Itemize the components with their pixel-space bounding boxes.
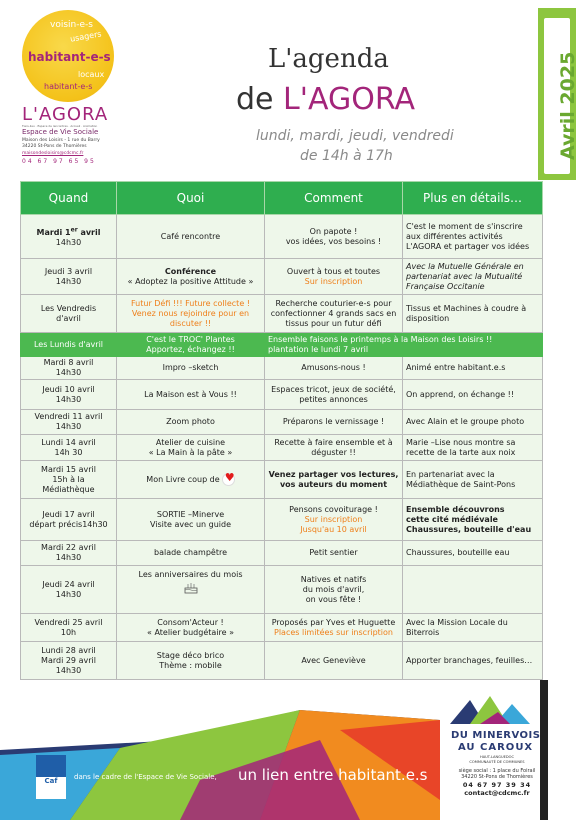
cell-when: Les Lundis d'avril [21,333,117,357]
cell-what: Impro –sketch [117,357,265,380]
birthday-cake-icon [184,582,198,594]
logo-word: habitant-e-s [28,50,111,64]
cdc-subtitle: HAUT-LANGUEDOC COMMUNAUTÉ DE COMMUNES [469,755,525,764]
cell-when: Jeudi 3 avril 14h30 [21,259,117,295]
how-orange: Sur inscription [304,276,363,286]
cell-details: Marie –Lise nous montre sa recette de la tarte aux noix [403,435,543,461]
agora-logo-tagline: Tiers-lieu · Espace de rencontres · Accueil · Animation [22,124,98,128]
table-row-highlight [21,333,543,357]
header-what: Quoi [117,182,265,215]
what-text: « Adoptez la positive Attitude » [127,276,254,286]
what-text: Les anniversaires du mois [138,570,243,579]
footer-small-text: dans le cadre de l'Espace de Vie Sociale, [74,773,217,781]
cell-how [265,259,403,295]
cell-how [265,614,403,642]
what-bold: Conférence [164,266,217,276]
cell-how: Espaces tricot, jeux de société, petites annonces [265,380,403,410]
table-row [21,435,543,461]
cell-how: Recette à faire ensemble et à déguster !! [265,435,403,461]
cell-details: En partenariat avec la Médiathèque de Saint-Pons [403,461,543,499]
heart-icon [222,473,235,486]
cell-how: Préparons le vernissage ! [265,410,403,435]
table-row [21,566,543,614]
header-how: Comment [265,182,403,215]
month-label: Avril 2025 [557,51,579,160]
cell-when: Lundi 28 avril Mardi 29 avril 14h30 [21,642,117,680]
what-bold: Stage déco brico [156,650,225,660]
cdc-logo-mountains [440,690,540,726]
agora-logo-evs: Espace de Vie Sociale [22,128,99,136]
cell-what: La Maison est à Vous !! [117,380,265,410]
header-details: Plus en détails… [403,182,543,215]
logo-word: locaux [78,70,105,79]
cdc-phone: 04 67 97 39 34 [462,781,532,789]
table-row [21,642,543,680]
cell-what [117,566,265,614]
cell-when: Jeudi 24 avril 14h30 [21,566,117,614]
cell-details: Apporter branchages, feuilles… [403,642,543,680]
cell-details: Tissus et Machines à coudre à disposition [403,295,543,333]
table-row [21,541,543,566]
table-row [21,410,543,435]
how-text: Pensons covoiturage ! [289,504,378,514]
schedule-days: lundi, mardi, jeudi, vendredi [256,128,454,144]
cell-when: Jeudi 10 avril 14h30 [21,380,117,410]
logo-word: habitant-e-s [44,82,93,91]
cell-how: Petit sentier [265,541,403,566]
cell-what: Café rencontre [117,215,265,259]
cdc-email[interactable]: contact@cdcmc.fr [464,789,530,797]
table-row [21,259,543,295]
cdc-address: siège social : 1 place du Foirail 34220 St-Pons de Thomières [458,768,536,780]
cell-what: Atelier de cuisine « La Main à la pâte » [117,435,265,461]
cell-details: Chaussures, bouteille eau [403,541,543,566]
cell-how: Recherche couturier-e-s pour confectionner 4 grands sacs en tissus pour un futur défi [265,295,403,333]
cell-what: SORTIE –Minerve Visite avec un guide [117,499,265,541]
logo-word: usagers [69,29,103,44]
what-text: Thème : mobile [159,660,222,670]
cell-what: Consom'Acteur ! « Atelier budgétaire » [117,614,265,642]
cell-details: Ensemble découvrons cette cité médiévale Chaussures, bouteille d'eau [403,499,543,541]
cell-how: Venez partager vos lectures, vos auteurs du moment [265,461,403,499]
how-orange: Sur inscription Jusqu'au 10 avril [300,514,367,534]
what-text: Mon Livre coup de [146,475,220,484]
cell-what: balade champêtre [117,541,265,566]
how-text: Proposés par Yves et Huguette [271,617,396,627]
cell-how: Natives et natifs du mois d'avril, on vous fête ! [265,566,403,614]
cdc-title-line1: DU MINERVOIS [451,730,541,741]
how-orange: Places limitées sur inscription [274,627,393,637]
table-row [21,295,543,333]
agenda-table [20,181,543,680]
cell-what: Futur Défi !!! Future collecte ! Venez nous rejoindre pour en discuter !! [117,295,265,333]
cell-details [403,566,543,614]
cell-what [117,259,265,295]
caf-logo-top [36,755,66,777]
title-agora: L'AGORA [283,82,416,117]
table-row [21,380,543,410]
cell-what: Zoom photo [117,410,265,435]
cell-details: Avec Alain et le groupe photo [403,410,543,435]
cdc-title-line2: AU CAROUX [458,742,534,753]
agora-logo-title: L'AGORA [22,104,109,125]
cell-when: Vendredi 25 avril 10h [21,614,117,642]
caf-logo-label: Caf [44,777,58,785]
agora-phone: 04 67 97 65 95 [22,158,96,165]
caf-logo [36,755,66,799]
table-row [21,357,543,380]
agora-logo-circle [22,10,114,102]
cell-details: Avec la Mission Locale du Biterrois [403,614,543,642]
table-row [21,499,543,541]
table-row [21,215,543,259]
cell-how [265,499,403,541]
cell-details: C'est le moment de s'inscrire aux différentes activités L'AGORA et partager vos idées [403,215,543,259]
cell-when: Les Vendredis d'avril [21,295,117,333]
cell-what [117,461,265,499]
cell-how: Ensemble faisons le printemps à la Maison des Loisirs !! plantation le lundi 7 avril [265,333,543,357]
page-title-line2 [236,82,415,117]
title-de: de [236,82,274,117]
cell-when: Mardi 8 avril 14h30 [21,357,117,380]
header-when: Quand [21,182,117,215]
how-text: On papote ! vos idées, vos besoins ! [285,226,382,246]
cell-what: C'est le TROC' Plantes Apportez, échangez !! [117,333,265,357]
cell-how [265,215,403,259]
agora-email[interactable]: maisondesloisirs@cdcmc.fr [22,151,84,156]
how-text: Ouvert à tous et toutes [286,266,381,276]
table-row [21,614,543,642]
cell-how: Avec Geneviève [265,642,403,680]
agora-address: Maison des Loisirs - 1 rue du Barry 34220 St-Pons de Thomières [22,138,100,149]
cell-when: Lundi 14 avril 14h 30 [21,435,117,461]
schedule-hours: de 14h à 17h [300,148,393,164]
table-header-row [21,182,543,215]
cell-details: On apprend, on échange !! [403,380,543,410]
page-title-line1: L'agenda [268,44,389,74]
cell-when: Jeudi 17 avril départ précis14h30 [21,499,117,541]
cell-details: Animé entre habitant.e.s [403,357,543,380]
logo-word: voisin-e-s [50,20,93,30]
cell-when: Mardi 15 avril 15h à la Médiathèque [21,461,117,499]
cell-what [117,642,265,680]
footer-slogan: un lien entre habitant.e.s [238,766,428,784]
cell-when: Mardi 22 avril 14h30 [21,541,117,566]
cell-details: Avec la Mutuelle Générale en partenariat avec la Mutualité Française Occitanie [403,259,543,295]
cell-when: Mardi 1er avril 14h30 [21,215,117,259]
cell-when: Vendredi 11 avril 14h30 [21,410,117,435]
table-row [21,461,543,499]
cell-how: Amusons-nous ! [265,357,403,380]
